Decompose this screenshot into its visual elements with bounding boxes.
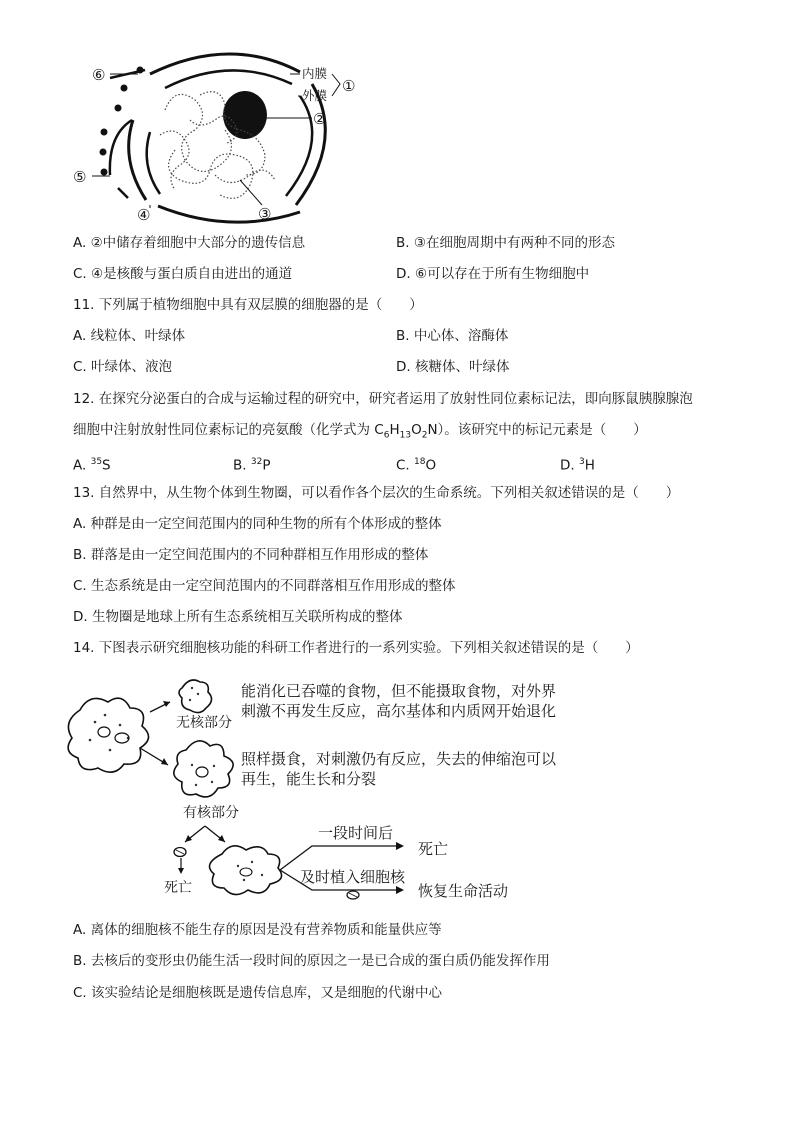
recover-label: 恢复生命活动 [418, 882, 509, 900]
nucleus-diagram [0, 0, 794, 230]
implant-label: 及时植入细胞核 [300, 868, 406, 886]
q12-option-b: B. $^{32}$P [233, 457, 271, 474]
amoeba-experiment-diagram [0, 670, 794, 910]
q10-option-a: A. ②中储存着细胞中大部分的遗传信息 [73, 235, 306, 251]
with-nucleus-desc-2: 再生，能生长和分裂 [241, 770, 377, 788]
no-nucleus-desc-1: 能消化已吞噬的食物，但不能摄取食物，对外界 [241, 682, 557, 700]
death-label-amoeba: 死亡 [418, 840, 449, 858]
q11-option-a: A. 线粒体、叶绿体 [73, 328, 186, 344]
label-4: ④ [137, 206, 151, 224]
outer-membrane-label: 外膜 [302, 88, 328, 103]
no-nucleus-label: 无核部分 [176, 715, 232, 731]
formula-sub: 13 [399, 430, 412, 441]
q11-option-b: B. 中心体、溶酶体 [396, 328, 509, 344]
inner-membrane-label: 内膜 [302, 66, 328, 81]
with-nucleus-label: 有核部分 [183, 805, 239, 821]
label-3: ③ [258, 205, 272, 223]
q11-stem: 11. 下列属于植物细胞中具有双层膜的细胞器的是（ ） [73, 297, 423, 313]
formula-sub: 6 [383, 430, 390, 441]
q14-option-c: C. 该实验结论是细胞核既是遗传信息库，又是细胞的代谢中心 [73, 985, 443, 1001]
q13-option-c: C. 生态系统是由一定空间范围内的不同群落相互作用形成的整体 [73, 578, 456, 594]
q10-option-b: B. ③在细胞周期中有两种不同的形态 [396, 235, 615, 251]
with-nucleus-desc-1: 照样摄食，对刺激仍有反应，失去的伸缩泡可以 [241, 750, 557, 768]
death-label-nucleus: 死亡 [164, 880, 192, 896]
amoeba-no-nucleus [179, 680, 212, 713]
label-2: ② [313, 110, 327, 128]
q12-stem-line1: 12. 在探究分泌蛋白的合成与运输过程的研究中，研究者运用了放射性同位素标记法，即向豚鼠胰腺腺泡 [73, 391, 693, 407]
label-1: ① [342, 77, 356, 95]
no-nucleus-desc-2: 刺激不再发生反应，高尔基体和内质网开始退化 [241, 702, 557, 720]
q13-stem: 13. 自然界中，从生物个体到生物圈，可以看作各个层次的生命系统。下列相关叙述错误的是（ ） [73, 485, 680, 501]
q11-option-c: C. 叶绿体、液泡 [73, 359, 173, 375]
q12-stem-tail: N）。该研究中的标记元素是（ ） [427, 422, 647, 438]
q12-option-d: D. $^3$H [560, 457, 595, 474]
label-6: ⑥ [92, 66, 106, 84]
amoeba-with-nucleus [174, 741, 233, 797]
q14-option-a: A. 离体的细胞核不能生存的原因是没有营养物质和能量供应等 [73, 922, 442, 938]
q14-stem: 14. 下图表示研究细胞核功能的科研工作者进行的一系列实验。下列相关叙述错误的是（ ） [73, 640, 639, 656]
after-time-label: 一段时间后 [318, 824, 394, 842]
q13-option-b: B. 群落是由一定空间范围内的不同种群相互作用形成的整体 [73, 547, 429, 563]
q10-option-d: D. ⑥可以存在于所有生物细胞中 [396, 266, 590, 282]
q12-stem-line2 [73, 421, 647, 445]
q14-option-b: B. 去核后的变形虫仍能生活一段时间的原因之一是已合成的蛋白质仍能发挥作用 [73, 953, 550, 969]
formula-o: O [411, 422, 422, 438]
q13-option-d: D. 生物圈是地球上所有生态系统相互关联所构成的整体 [73, 609, 403, 625]
formula-sub: 2 [421, 430, 428, 441]
q12-option-a: A. $^{35}$S [73, 457, 111, 474]
inner-membrane [165, 70, 292, 88]
amoeba-enucleated [210, 846, 282, 895]
q12-stem-text: 细胞中注射放射性同位素标记的亮氨酸（化学式为 C [73, 422, 384, 438]
q12-option-c: C. $^{18}$O [396, 457, 437, 474]
q10-option-c: C. ④是核酸与蛋白质自由进出的通道 [73, 266, 293, 282]
q11-option-d: D. 核糖体、叶绿体 [396, 359, 510, 375]
label-5: ⑤ [73, 168, 87, 186]
q13-option-a: A. 种群是由一定空间范围内的同种生物的所有个体形成的整体 [73, 516, 442, 532]
formula-h: H [389, 422, 400, 438]
